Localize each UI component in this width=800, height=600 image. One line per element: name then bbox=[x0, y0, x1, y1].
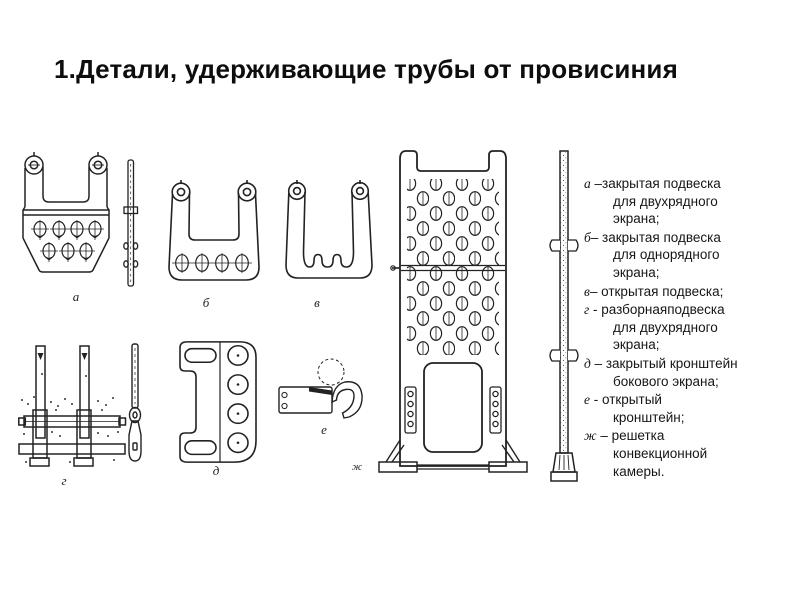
part-label-a: а bbox=[72, 289, 80, 304]
drawing-part-zh-side bbox=[542, 149, 586, 495]
legend-letter: а bbox=[584, 176, 591, 191]
legend-text: кронштейн; bbox=[613, 409, 685, 425]
legend-text: для однорядного bbox=[613, 247, 720, 263]
part-label-d: д bbox=[212, 463, 220, 478]
legend-text: для двухрядного bbox=[613, 319, 718, 335]
legend-text: экрана; bbox=[613, 264, 660, 280]
legend-text: экрана; bbox=[613, 337, 660, 353]
legend-text: камеры. bbox=[613, 463, 665, 479]
part-label-v: в bbox=[314, 295, 320, 310]
legend-text: конвекционной bbox=[613, 445, 708, 461]
part-label-b: б bbox=[202, 295, 210, 310]
legend-letter: ж bbox=[584, 428, 597, 444]
drawing-part-g-side bbox=[124, 342, 150, 466]
legend-text: - открытый bbox=[590, 392, 662, 408]
legend-item-a bbox=[584, 175, 796, 228]
legend-text: – закрытая подвеска bbox=[590, 229, 721, 245]
drawing-part-b bbox=[165, 180, 263, 292]
drawing-part-d bbox=[174, 338, 262, 466]
legend-item-e bbox=[584, 391, 796, 426]
figure-legend bbox=[584, 175, 796, 481]
drawing-part-v bbox=[284, 180, 374, 292]
part-label-e: е bbox=[321, 422, 327, 437]
legend-text: –закрытая подвеска bbox=[590, 176, 721, 191]
drawing-part-a-side bbox=[122, 158, 140, 290]
drawing-part-zh-front bbox=[377, 146, 529, 496]
legend-text: – закрытый кронштейн bbox=[590, 355, 738, 371]
legend-text: - разборнаяподвеска bbox=[589, 302, 725, 318]
part-label-zh: ж bbox=[351, 461, 363, 473]
legend-item-zh bbox=[584, 427, 796, 480]
legend-letter: б bbox=[584, 229, 591, 245]
part-label-g: г bbox=[61, 473, 67, 488]
legend-item-v bbox=[584, 283, 796, 301]
legend-text: экрана; bbox=[613, 211, 660, 227]
legend-item-d bbox=[584, 355, 796, 390]
legend-text: для двухрядного bbox=[613, 193, 718, 209]
legend-letter: д bbox=[584, 355, 591, 371]
legend-text: – открытая подвеска; bbox=[589, 283, 724, 299]
drawing-part-a-front bbox=[20, 152, 112, 288]
legend-text: бокового экрана; bbox=[613, 373, 719, 389]
slide-title: 1.Детали, удерживающие трубы от провисиния bbox=[54, 54, 678, 84]
drawing-part-e bbox=[276, 358, 368, 424]
legend-letter: в bbox=[584, 283, 590, 299]
legend-item-b bbox=[584, 229, 796, 282]
legend-letter: г bbox=[584, 302, 590, 318]
drawing-part-g-front bbox=[18, 340, 128, 470]
legend-letter: е bbox=[584, 392, 590, 408]
legend-text: – решетка bbox=[596, 428, 665, 444]
legend-item-g bbox=[584, 301, 796, 354]
